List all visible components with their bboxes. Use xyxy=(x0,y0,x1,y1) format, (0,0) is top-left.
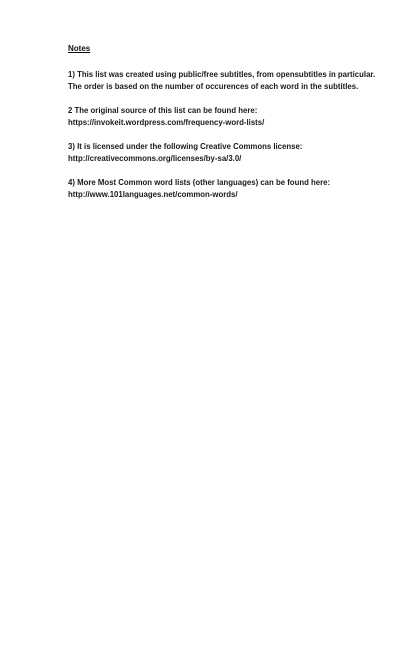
note-4-line-1: 4) More Most Common word lists (other languages) can be found here: xyxy=(68,178,331,187)
note-4-link: http://www.101languages.net/common-words/ xyxy=(68,190,238,199)
note-3-link: http://creativecommons.org/licenses/by-sa/3.0/ xyxy=(68,154,242,163)
note-2-line-1: 2 The original source of this list can be found here: xyxy=(68,106,258,115)
note-3-line-1: 3) It is licensed under the following Creative Commons license: xyxy=(68,142,303,151)
notes-title: Notes xyxy=(68,44,91,53)
note-1-line-1: 1) This list was created using public/free subtitles, from opensubtitles in particular. xyxy=(68,70,376,79)
note-1-line-2: The order is based on the number of occurences of each word in the subtitles. xyxy=(68,82,359,91)
note-2-link: https://invokeit.wordpress.com/frequency-word-lists/ xyxy=(68,118,265,127)
